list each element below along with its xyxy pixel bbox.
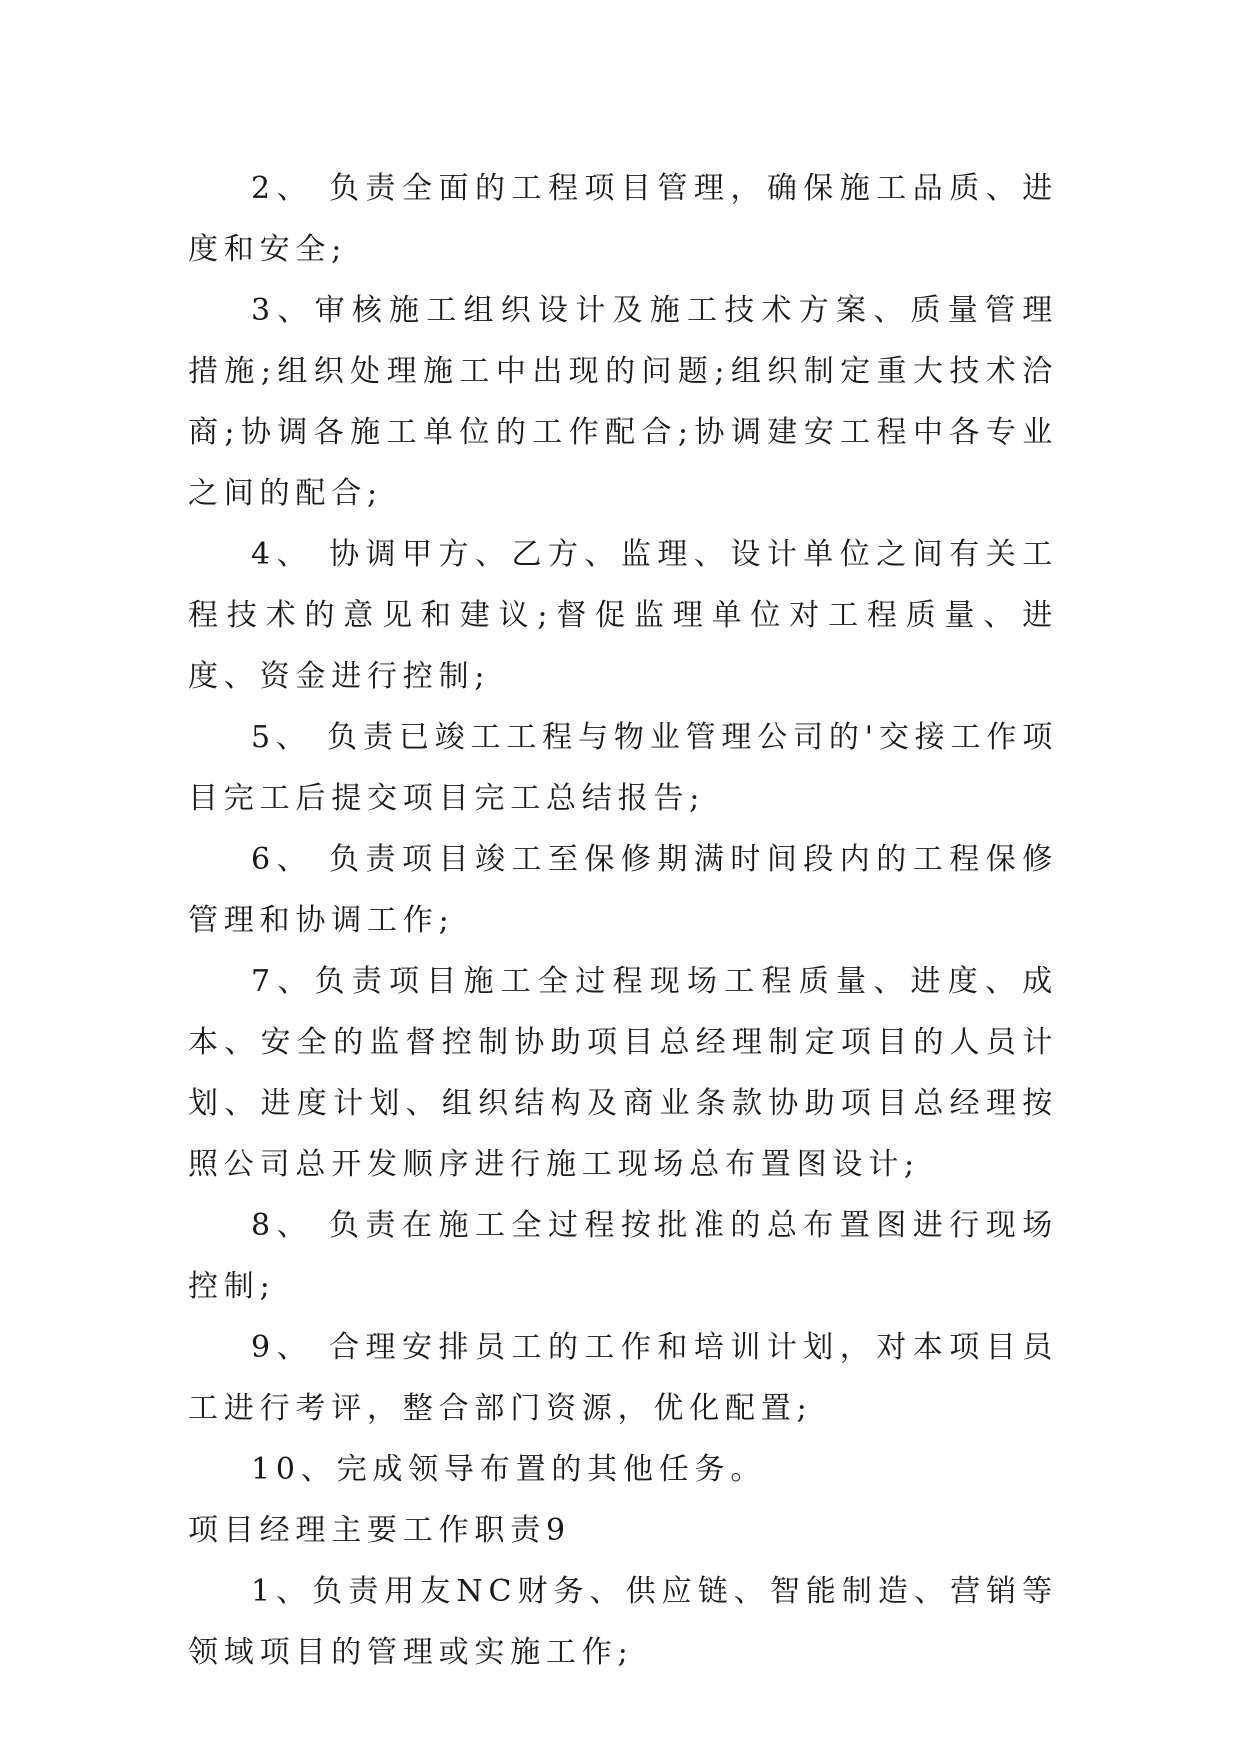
paragraph-item-5: 5、 负责已竣工工程与物业管理公司的'交接工作项目完工后提交项目完工总结报告; — [188, 720, 1058, 816]
paragraph-item-7: 7、负责项目施工全过程现场工程质量、进度、成本、安全的监督控制协助项目总经理制定项目的人员计划、进度计划、组织结构及商业条款协助项目总经理按照公司总开发顺序进行施工现场总布置图设计; — [188, 964, 1058, 1182]
section-heading: 项目经理主要工作职责9 — [188, 1513, 571, 1548]
paragraph-item-6: 6、 负责项目竣工至保修期满时间段内的工程保修管理和协调工作; — [188, 842, 1058, 938]
paragraph-item-4: 4、 协调甲方、乙方、监理、设计单位之间有关工程技术的意见和建议;督促监理单位对工程质量、进度、资金进行控制; — [188, 537, 1058, 694]
section-paragraph-item-1: 1、负责用友NC财务、供应链、智能制造、营销等领域项目的管理或实施工作; — [188, 1574, 1058, 1670]
paragraph-item-9: 9、 合理安排员工的工作和培训计划，对本项目员工进行考评，整合部门资源，优化配置; — [188, 1330, 1058, 1426]
paragraph-item-2: 2、 负责全面的工程项目管理，确保施工品质、进度和安全; — [188, 171, 1058, 267]
document-body — [188, 158, 1058, 1683]
paragraph-item-8: 8、 负责在施工全过程按批准的总布置图进行现场控制; — [188, 1208, 1058, 1304]
paragraph-item-3: 3、审核施工组织设计及施工技术方案、质量管理措施;组织处理施工中出现的问题;组织制定重大技术洽商;协调各施工单位的工作配合;协调建安工程中各专业之间的配合; — [188, 293, 1058, 511]
paragraph-item-10: 10、完成领导布置的其他任务。 — [251, 1452, 767, 1487]
